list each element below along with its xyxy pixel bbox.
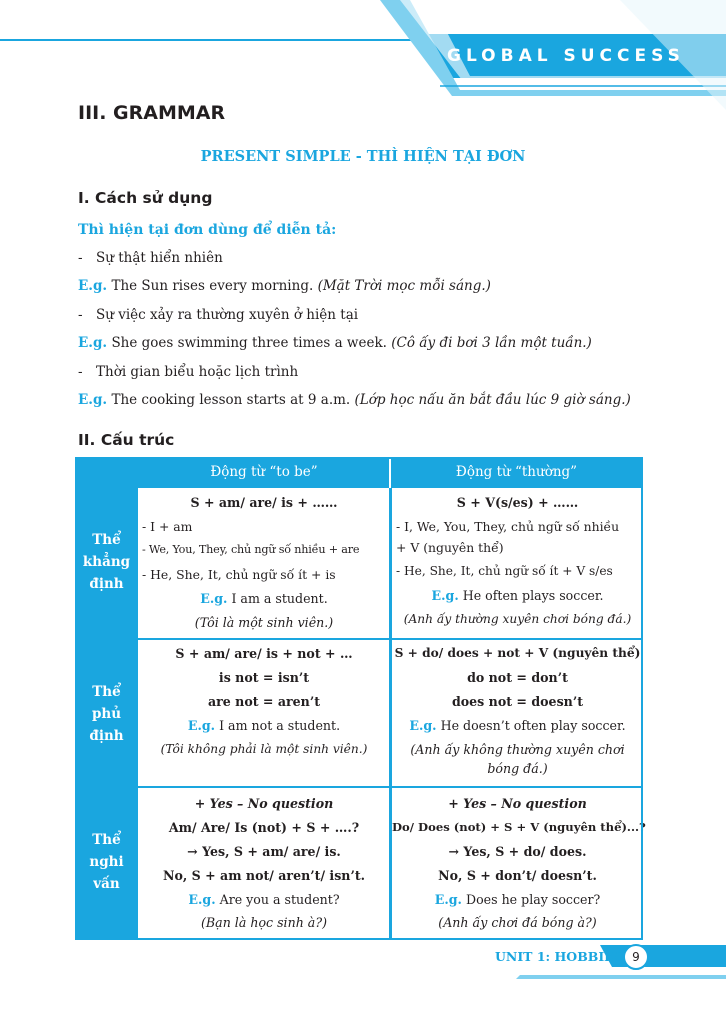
eg-label: E.g. bbox=[431, 588, 459, 603]
rule-line: - We, You, They, chủ ngữ số nhiều + are bbox=[142, 543, 360, 556]
section-title: III. GRAMMAR bbox=[78, 102, 226, 124]
eg-text: I am a student. bbox=[231, 591, 328, 606]
eg-translation: (Cô ấy đi bơi 3 lần một tuần.) bbox=[391, 335, 592, 351]
formula: S + am/ are/ is + …… bbox=[190, 495, 338, 510]
eg-text: The Sun rises every morning. bbox=[111, 278, 314, 294]
row-label-line: Thể bbox=[92, 684, 121, 700]
structure-table bbox=[75, 457, 646, 940]
answer-yes: → Yes, S + am/ are/ is. bbox=[187, 844, 341, 859]
eg-label: E.g. bbox=[78, 278, 108, 294]
footer-band bbox=[0, 935, 726, 995]
answer-yes: → Yes, S + do/ does. bbox=[448, 844, 587, 859]
bullet-dash: - bbox=[78, 250, 83, 266]
eg-translation: (Tôi là một sinh viên.) bbox=[194, 615, 334, 630]
eg-text: She goes swimming three times a week. bbox=[111, 335, 387, 351]
formula: Do/ Does (not) + S + V (nguyên thể)...? bbox=[392, 820, 646, 834]
eg-translation: (Anh ấy thường xuyên chơi bóng đá.) bbox=[403, 612, 632, 626]
eg-translation: (Tôi không phải là một sinh viên.) bbox=[160, 742, 368, 756]
eg-label: E.g. bbox=[434, 892, 462, 907]
usage-example bbox=[78, 392, 631, 408]
eg-translation: (Bạn là học sinh à?) bbox=[201, 915, 327, 930]
usage-example bbox=[78, 278, 491, 294]
bullet-dash: - bbox=[78, 307, 83, 323]
eg-label: E.g. bbox=[188, 892, 216, 907]
row-label-line: phủ bbox=[91, 706, 122, 722]
answer-no: No, S + don’t/ doesn’t. bbox=[438, 868, 597, 883]
brand-title: GLOBAL SUCCESS bbox=[447, 46, 685, 66]
eg-text: Does he play soccer? bbox=[465, 892, 601, 907]
usage-lead: Thì hiện tại đơn dùng để diễn tả: bbox=[78, 222, 337, 238]
row-label-line: định bbox=[89, 728, 124, 744]
formula: S + do/ does + not + V (nguyên thể) bbox=[394, 646, 641, 660]
usage-item-text: Thời gian biểu hoặc lịch trình bbox=[96, 364, 299, 380]
eg-text: I am not a student. bbox=[219, 718, 341, 733]
formula: Am/ Are/ Is (not) + S + ….? bbox=[168, 820, 360, 835]
rule-line: + V (nguyên thể) bbox=[396, 540, 504, 555]
rule-line: - I, We, You, They, chủ ngữ số nhiều bbox=[396, 519, 620, 534]
page-number: 9 bbox=[623, 944, 649, 970]
contraction: is not = isn’t bbox=[218, 670, 310, 685]
eg-label: E.g. bbox=[409, 718, 437, 733]
unit-label: UNIT 1: HOBBIES bbox=[495, 949, 623, 964]
usage-example bbox=[78, 335, 592, 351]
eg-label: E.g. bbox=[187, 718, 216, 733]
formula: S + V(s/es) + …… bbox=[456, 495, 579, 510]
usage-item bbox=[78, 307, 358, 323]
eg-text: Are you a student? bbox=[219, 892, 340, 907]
eg-translation: bóng đá.) bbox=[487, 761, 548, 776]
row-label-line: vấn bbox=[93, 876, 120, 892]
question-type: + Yes – No question bbox=[194, 796, 334, 811]
usage-heading: I. Cách sử dụng bbox=[78, 189, 213, 207]
eg-text: He doesn’t often play soccer. bbox=[440, 718, 626, 733]
usage-item-text: Sự việc xảy ra thường xuyên ở hiện tại bbox=[96, 307, 359, 323]
row-label-line: khẳng bbox=[82, 554, 131, 570]
eg-translation: (Anh ấy không thường xuyên chơi bbox=[410, 742, 625, 757]
column-header-normal-verb: Động từ “thường” bbox=[455, 464, 578, 480]
usage-item-text: Sự thật hiển nhiên bbox=[96, 250, 223, 266]
contraction: does not = doesn’t bbox=[451, 694, 584, 709]
answer-no: No, S + am not/ aren’t/ isn’t. bbox=[162, 868, 366, 883]
eg-label: E.g. bbox=[78, 335, 108, 351]
row-label-line: Thể bbox=[92, 832, 121, 848]
row-label-line: Thể bbox=[92, 532, 121, 548]
question-type: + Yes – No question bbox=[448, 796, 587, 811]
page-header bbox=[0, 0, 726, 110]
eg-translation: (Lớp học nấu ăn bắt đầu lúc 9 giờ sáng.) bbox=[354, 392, 631, 408]
row-label-line: định bbox=[89, 576, 124, 592]
eg-text: He often plays soccer. bbox=[462, 588, 604, 603]
usage-item bbox=[78, 250, 223, 266]
formula: S + am/ are/ is + not + … bbox=[175, 646, 353, 661]
contraction: do not = don’t bbox=[467, 670, 568, 685]
eg-translation: (Mặt Trời mọc mỗi sáng.) bbox=[317, 278, 491, 294]
rule-line: - He, She, It, chủ ngữ số ít + is bbox=[142, 567, 336, 582]
eg-label: E.g. bbox=[78, 392, 108, 408]
eg-text: The cooking lesson starts at 9 a.m. bbox=[111, 392, 351, 408]
eg-translation: (Anh ấy chơi đá bóng à?) bbox=[438, 915, 597, 930]
contraction: are not = aren’t bbox=[207, 694, 321, 709]
bullet-dash: - bbox=[78, 364, 83, 380]
rule-line: - I + am bbox=[142, 519, 193, 534]
eg-label: E.g. bbox=[200, 591, 228, 606]
lesson-title: PRESENT SIMPLE - THÌ HIỆN TẠI ĐƠN bbox=[200, 148, 526, 165]
structure-heading: II. Cấu trúc bbox=[78, 431, 175, 449]
column-header-to-be: Động từ “to be” bbox=[210, 464, 318, 480]
rule-line: - He, She, It, chủ ngữ số ít + V s/es bbox=[396, 564, 613, 578]
usage-item bbox=[78, 364, 298, 380]
row-label-line: nghi bbox=[89, 854, 124, 870]
